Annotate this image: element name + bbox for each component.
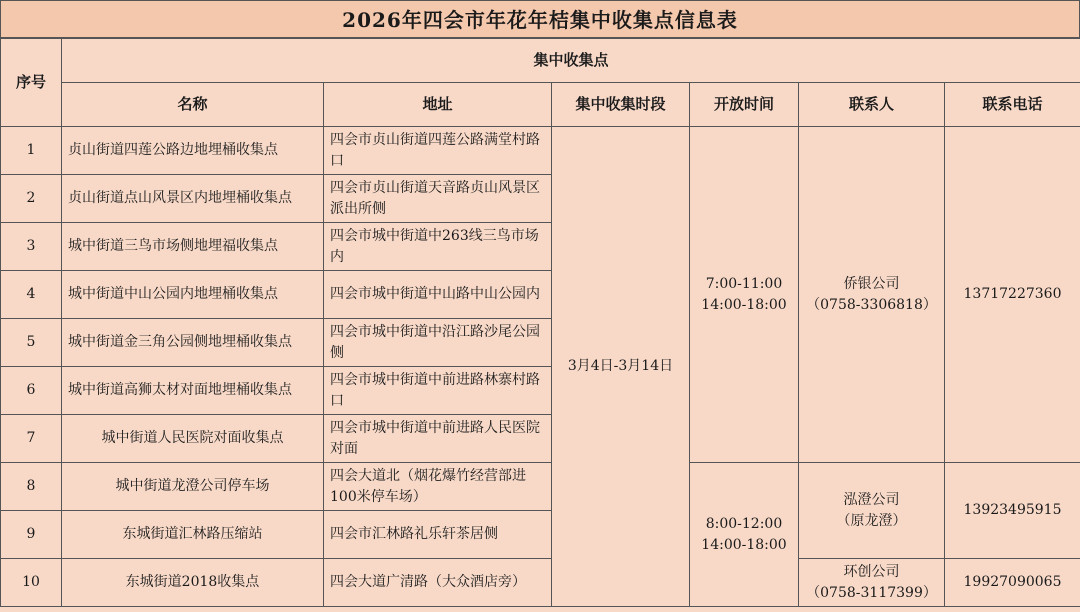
hours-line: 14:00-18:00 xyxy=(701,536,787,553)
row-address: 四会市城中街道中263线三鸟市场内 xyxy=(324,223,552,271)
contact-note: （原龙澄） xyxy=(836,512,907,529)
row-address: 四会市汇林路礼乐轩茶居侧 xyxy=(324,511,552,559)
row-name: 东城街道2018收集点 xyxy=(62,559,324,607)
row-seq: 4 xyxy=(1,271,62,319)
row-address: 四会市城中街道中前进路人民医院对面 xyxy=(324,415,552,463)
row-seq: 9 xyxy=(1,511,62,559)
row-address: 四会市城中街道中前进路林寨村路口 xyxy=(324,367,552,415)
row-name: 东城街道汇林路压缩站 xyxy=(62,511,324,559)
phone-cell-group-2b: 19927090065 xyxy=(945,559,1080,607)
table-row xyxy=(1,127,1080,175)
phone-header: 联系电话 xyxy=(945,83,1080,127)
contact-cell-group-2a xyxy=(799,463,945,559)
row-name: 城中街道高狮太材对面地埋桶收集点 xyxy=(62,367,324,415)
row-name: 城中街道三鸟市场侧地埋福收集点 xyxy=(62,223,324,271)
hours-line: 14:00-18:00 xyxy=(701,296,787,313)
hours-header: 开放时间 xyxy=(690,83,799,127)
address-header: 地址 xyxy=(324,83,552,127)
table-row xyxy=(1,463,1080,511)
row-name: 城中街道人民医院对面收集点 xyxy=(62,415,324,463)
row-name: 贞山街道四莲公路边地埋桶收集点 xyxy=(62,127,324,175)
row-seq: 1 xyxy=(1,127,62,175)
contact-name: 侨银公司 xyxy=(843,275,900,292)
hours-cell-group-2 xyxy=(690,463,799,607)
hours-line: 8:00-12:00 xyxy=(705,515,783,532)
seq-header: 序号 xyxy=(1,39,62,127)
row-name: 贞山街道点山风景区内地埋桶收集点 xyxy=(62,175,324,223)
row-seq: 3 xyxy=(1,223,62,271)
table-row xyxy=(1,559,1080,607)
phone-cell-group-1: 13717227360 xyxy=(945,127,1080,463)
contact-name: 泓澄公司 xyxy=(843,491,900,508)
header-row-2 xyxy=(1,83,1080,127)
row-name: 城中街道龙澄公司停车场 xyxy=(62,463,324,511)
contact-cell-group-1 xyxy=(799,127,945,463)
contact-name: 环创公司 xyxy=(843,563,900,580)
header-row-1 xyxy=(1,39,1080,83)
row-address: 四会大道北（烟花爆竹经营部进100米停车场） xyxy=(324,463,552,511)
sheet-title: 2026年四会市年花年桔集中收集点信息表 xyxy=(0,0,1080,38)
row-seq: 5 xyxy=(1,319,62,367)
row-name: 城中街道金三角公园侧地埋桶收集点 xyxy=(62,319,324,367)
row-address: 四会市城中街道中山路中山公园内 xyxy=(324,271,552,319)
row-address: 四会市贞山街道天音路贞山风景区派出所侧 xyxy=(324,175,552,223)
group-header: 集中收集点 xyxy=(62,39,1080,83)
name-header: 名称 xyxy=(62,83,324,127)
contact-header: 联系人 xyxy=(799,83,945,127)
contact-phone: （0758-3117399） xyxy=(806,584,937,601)
collection-table xyxy=(0,38,1080,607)
period-cell: 3月4日-3月14日 xyxy=(552,127,690,607)
row-address: 四会市城中街道中沿江路沙尾公园侧 xyxy=(324,319,552,367)
contact-phone: （0758-3306818） xyxy=(806,296,937,313)
contact-cell-group-2b xyxy=(799,559,945,607)
row-name: 城中街道中山公园内地埋桶收集点 xyxy=(62,271,324,319)
row-seq: 7 xyxy=(1,415,62,463)
period-header: 集中收集时段 xyxy=(552,83,690,127)
row-seq: 10 xyxy=(1,559,62,607)
row-seq: 6 xyxy=(1,367,62,415)
hours-line: 7:00-11:00 xyxy=(705,275,783,292)
row-seq: 8 xyxy=(1,463,62,511)
row-seq: 2 xyxy=(1,175,62,223)
row-address: 四会大道广清路（大众酒店旁） xyxy=(324,559,552,607)
hours-cell-group-1 xyxy=(690,127,799,463)
row-address: 四会市贞山街道四莲公路满堂村路口 xyxy=(324,127,552,175)
phone-cell-group-2a: 13923495915 xyxy=(945,463,1080,559)
